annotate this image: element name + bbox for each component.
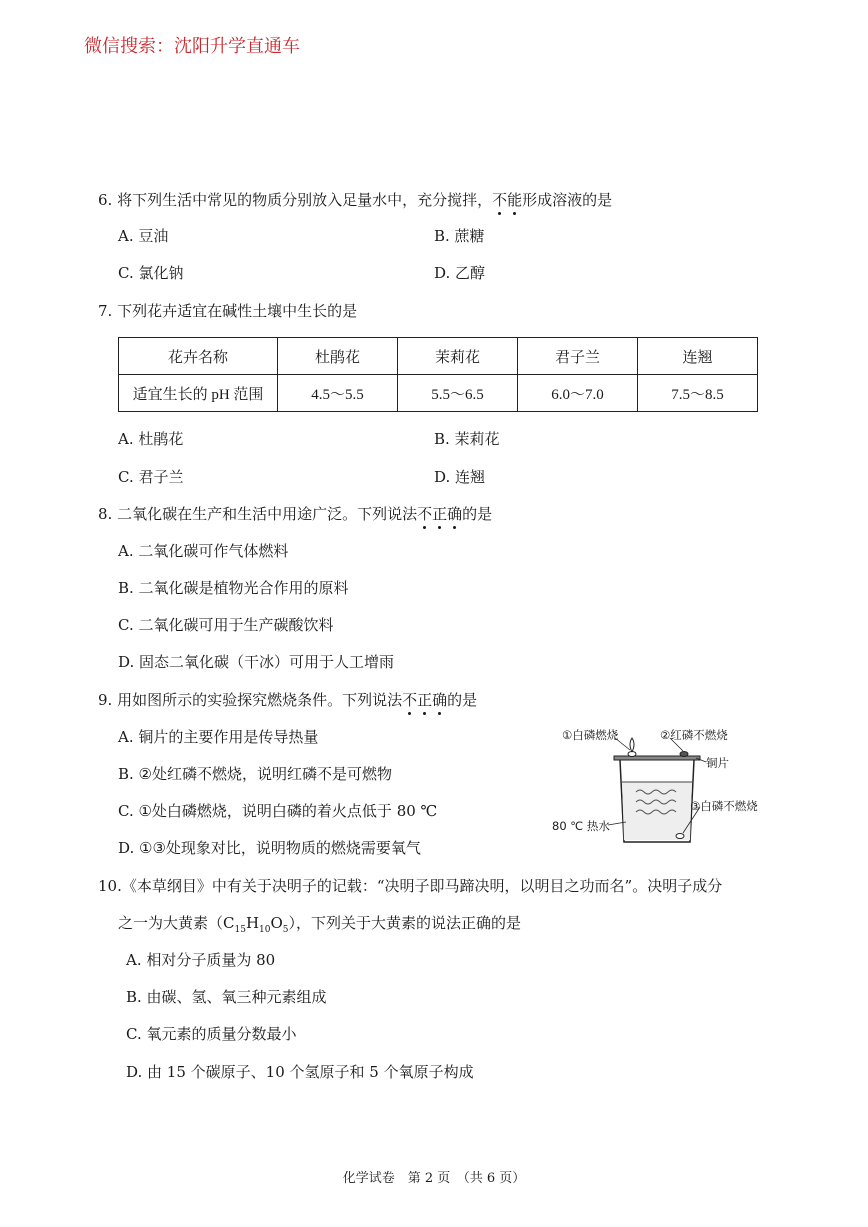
q9-emphasis-2: 正 xyxy=(417,691,433,709)
table-cell: 君子兰 xyxy=(518,338,638,375)
q7-option-a: A. 杜鹃花 xyxy=(118,430,184,448)
q9-emphasis-1: 不 xyxy=(402,691,418,709)
ph-table xyxy=(118,337,758,412)
q6-stem-pre: 6. 将下列生活中常见的物质分别放入足量水中，充分搅拌， xyxy=(98,191,493,209)
table-cell: 适宜生长的 pH 范围 xyxy=(119,375,278,412)
q9-option-a: A. 铜片的主要作用是传导热量 xyxy=(118,728,319,746)
figure-label-copper-sheet: 铜片 xyxy=(706,756,729,770)
q8-emphasis-3: 确 xyxy=(447,505,463,523)
hot-water xyxy=(622,782,692,840)
q8-option-c: C. 二氧化碳可用于生产碳酸饮料 xyxy=(118,616,334,634)
q6-option-c: C. 氯化钠 xyxy=(118,264,184,282)
q9-option-d: D. ①③处现象对比，说明物质的燃烧需要氧气 xyxy=(118,839,421,857)
page-footer: 化学试卷 第 2 页 （共 6 页） xyxy=(342,1171,526,1186)
flame-icon xyxy=(630,738,634,752)
q8-emphasis-2: 正 xyxy=(432,505,448,523)
q6-emphasis-1: 不 xyxy=(492,191,508,209)
figure-label-red-phosphorus: ②红磷不燃烧 xyxy=(660,728,728,742)
table-cell: 5.5～6.5 xyxy=(398,375,518,412)
figure-label-underwater-phosphorus: ③白磷不燃烧 xyxy=(690,799,758,813)
table-cell: 4.5～5.5 xyxy=(278,375,398,412)
q9-emphasis-3: 确 xyxy=(432,691,448,709)
q9-option-c: C. ①处白磷燃烧，说明白磷的着火点低于 80 ℃ xyxy=(118,802,438,820)
table-row xyxy=(119,375,758,412)
q10-stem-pre: 之一为大黄素（C xyxy=(118,914,235,932)
q9-option-b: B. ②处红磷不燃烧，说明红磷不是可燃物 xyxy=(118,765,393,783)
table-cell: 杜鹃花 xyxy=(278,338,398,375)
q6-stem-post: 形成溶液的是 xyxy=(522,191,613,209)
q8-emphasis-1: 不 xyxy=(417,505,433,523)
q10-option-c: C. 氧元素的质量分数最小 xyxy=(126,1025,297,1043)
q8-stem-post: 的是 xyxy=(462,505,493,523)
table-cell: 7.5～8.5 xyxy=(638,375,758,412)
q6-option-d: D. 乙醇 xyxy=(434,264,486,282)
q10-option-b: B. 由碳、氢、氧三种元素组成 xyxy=(126,988,327,1006)
question-9-stem xyxy=(98,690,477,710)
question-10-stem-line2 xyxy=(118,913,521,940)
question-7-stem: 7. 下列花卉适宜在碱性土壤中生长的是 xyxy=(98,302,358,320)
table-cell: 连翘 xyxy=(638,338,758,375)
q10-stem-post: ），下列关于大黄素的说法正确的是 xyxy=(288,914,522,932)
q10-option-d: D. 由 15 个碳原子、10 个氢原子和 5 个氧原子构成 xyxy=(126,1063,474,1081)
q9-stem-post: 的是 xyxy=(447,691,478,709)
q8-stem-pre: 8. 二氧化碳在生产和生活中用途广泛。下列说法 xyxy=(98,505,418,523)
q6-option-b: B. 蔗糖 xyxy=(434,227,485,245)
q8-option-d: D. 固态二氧化碳（干冰）可用于人工增雨 xyxy=(118,653,395,671)
watermark-text: 微信搜索：沈阳升学直通车 xyxy=(84,36,300,57)
q9-stem-pre: 9. 用如图所示的实验探究燃烧条件。下列说法 xyxy=(98,691,403,709)
q7-option-b: B. 茉莉花 xyxy=(434,430,500,448)
question-6-stem xyxy=(98,190,612,210)
question-8-stem xyxy=(98,504,492,524)
combustion-experiment-figure xyxy=(540,722,780,852)
question-10-stem-line1: 10.《本草纲目》中有关于决明子的记载：“决明子即马蹄决明，以明目之功而名”。决明子成分 xyxy=(98,877,723,895)
table-cell: 6.0～7.0 xyxy=(518,375,638,412)
q7-option-c: C. 君子兰 xyxy=(118,468,184,486)
formula-subscript: 15 xyxy=(234,925,246,935)
q6-option-a: A. 豆油 xyxy=(118,227,169,245)
formula-element: H xyxy=(245,914,260,932)
copper-sheet xyxy=(614,756,700,760)
table-cell: 花卉名称 xyxy=(119,338,278,375)
table-header-row xyxy=(119,338,758,375)
q10-option-a: A. 相对分子质量为 80 xyxy=(126,951,276,969)
q8-option-b: B. 二氧化碳是植物光合作用的原料 xyxy=(118,579,349,597)
figure-label-hot-water: 80 ℃ 热水 xyxy=(552,819,610,833)
q8-option-a: A. 二氧化碳可作气体燃料 xyxy=(118,542,289,560)
formula-element: O xyxy=(270,914,283,932)
formula-subscript: 10 xyxy=(259,925,271,935)
formula-subscript: 5 xyxy=(282,925,289,935)
q6-emphasis-2: 能 xyxy=(507,191,523,209)
q7-option-d: D. 连翘 xyxy=(434,468,486,486)
table-cell: 茉莉花 xyxy=(398,338,518,375)
figure-label-white-phosphorus-burning: ①白磷燃烧 xyxy=(562,728,619,742)
